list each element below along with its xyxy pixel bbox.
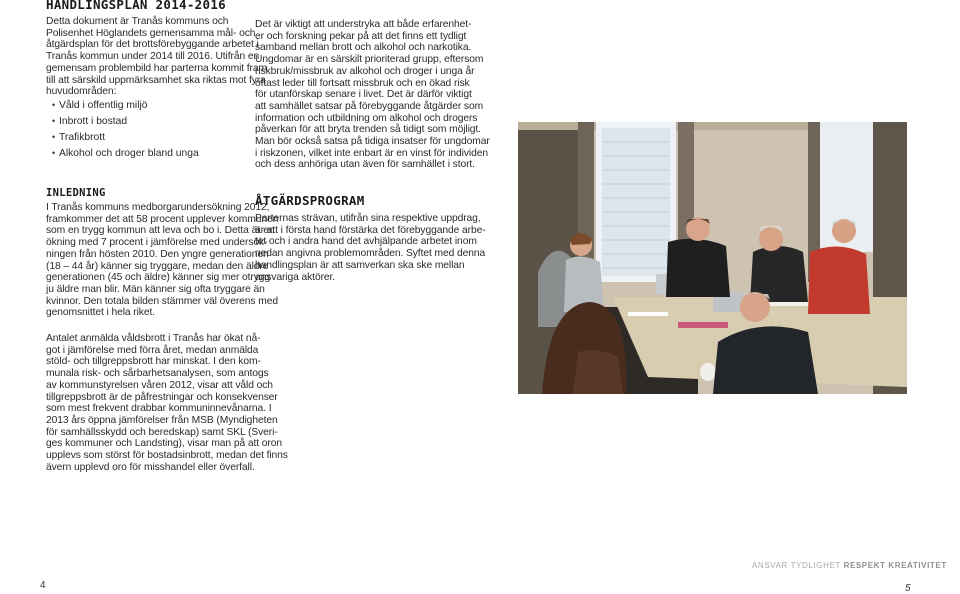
list-item: • Inbrott i bostad xyxy=(52,116,128,127)
bullet-icon: • xyxy=(52,148,56,158)
page-title: HANDLINGSPLAN 2014-2016 xyxy=(46,0,226,12)
intro-paragraph: Detta dokument är Tranås kommuns och Polisenhet Höglandets gemensamma mål- och åtgärdsplan för det brottsförebyggande arbetet i Tranås kommun under 2014 till 2016. Utifrån en gemensam problembild har parterna kommit fram till att särskild uppmärksamhet ska riktas mot fyra huvudområden: xyxy=(46,16,267,98)
page-number-right: 5 xyxy=(905,583,911,594)
list-item: • Alkohol och droger bland unga xyxy=(52,148,199,159)
bullet-icon: • xyxy=(52,100,56,110)
page-number-left: 4 xyxy=(40,580,46,591)
inledning-paragraph: I Tranås kommuns medborgarundersökning 2012, framkommer det att 58 procent upplever kommunen som en trygg kommun att leva och bo i. Detta är en ökning med 7 procent i jämförelse med undersök- ningen från hösten 2010. Den yngre generationen (18 – 44 år) känner sig tryggare, medan den äldre generationen (45 och äldre) känner sig mer otrygg ju äldre man blir. Män känner sig ofta tryggare än kvinnor. Den totala bilden stämmer väl överens med genomsnittet i hela riket. xyxy=(46,202,279,319)
list-item: • Våld i offentlig miljö xyxy=(52,100,148,111)
alcohol-drugs-paragraph: Det är viktigt att understryka att både erfarenhet- er och forskning pekar på att det finns ett tydligt samband mellan brott och alkohol och narkotika. Ungdomar är en särskilt prioriterad grupp, eftersom riskbruk/missbruk av alkohol och droger i unga år oftast leder till fortsatt missbruk och en ökad risk för utanförskap senare i livet. Det är därför viktigt att samhället satsar på förebyggande åtgärder som information och utbildning om alkohol och drogers påverkan för att bryta trenden så tidigt som möjligt. Man bör också satsa på tidiga insatser för ungdomar i riskzonen, vilket inte enbart är en vinst för individen och dess anhöriga utan även för samhället i stort. xyxy=(255,19,490,171)
focus-area-list xyxy=(52,100,199,164)
bullet-icon: • xyxy=(52,116,56,126)
section-heading-atgardsprogram: ÅTGÄRDSPROGRAM xyxy=(255,193,365,208)
section-heading-inledning: INLEDNING xyxy=(46,187,106,199)
statistics-paragraph: Antalet anmälda våldsbrott i Tranås har ökat nå- got i jämförelse med förra året, medan anmälda stöld- och tillgreppsbrott har minskat. I den kom- munala risk- och sårbarhetsanalysen, som antogs av kommunstyrelsen våren 2012, visar att våld och tillgreppsbrott är de påfrestningar och konsekvenser som mest frekvent drabbar kommuninnevånarna. I 2013 års öppna jämförelser från MSB (Myndigheten för samhällsskydd och beredskap) samt SKL (Sveri- ges kommuner och Landsting), visar man på att oron upplevs som störst för bostadsinbrott, medan det finns ävern upplevd oro för misshandel eller överfall. xyxy=(46,333,288,473)
footer-values-tagline: ANSVAR TYDLIGHET RESPEKT KREATIVITET xyxy=(752,561,947,570)
atgardsprogram-paragraph: Parternas strävan, utifrån sina respektive uppdrag, är att i första hand förstärka det förebyggande arbe- tet och i andra hand det avhjälpande arbetet inom nedan angivna problemområden. Syftet med denna handlingsplan är att samverkan ska ske mellan ansvariga aktörer. xyxy=(255,213,486,283)
meeting-photo xyxy=(518,122,907,394)
list-item: • Trafikbrott xyxy=(52,132,105,143)
bullet-icon: • xyxy=(52,132,56,142)
